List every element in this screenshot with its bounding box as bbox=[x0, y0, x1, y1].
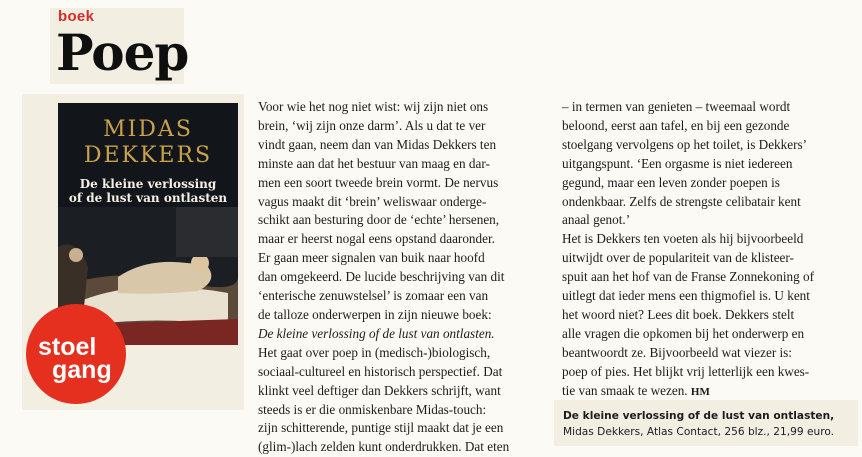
article-line: men een soort tweede brein vormt. De nervus bbox=[258, 174, 499, 190]
article-line: stoelgang vervolgens op het toilet, is Dekkers’ bbox=[562, 136, 808, 152]
article-line: anaal genot.’ bbox=[562, 212, 631, 228]
cover-author-first: MIDAS bbox=[103, 117, 193, 142]
page-title: Poep bbox=[56, 23, 189, 82]
article-line: poep of pies. Het blijkt vrij letterlijk een kwes- bbox=[562, 363, 810, 379]
article-line: dan omgekeerd. De lucide beschrijving van dit bbox=[258, 269, 505, 285]
article-line: ‘enterische zenuwstelsel’ is zomaar een van bbox=[258, 288, 489, 304]
book-info-panel bbox=[554, 400, 858, 446]
article-line: de talloze onderwerpen in zijn nieuwe boek: bbox=[258, 306, 492, 322]
book-info-details: Midas Dekkers, Atlas Contact, 256 blz., 21,99 euro. bbox=[563, 426, 834, 438]
article-line: Voor wie het nog niet wist: wij zijn niet ons bbox=[258, 99, 489, 114]
article-last-line bbox=[562, 382, 852, 402]
cover-subtitle-line: of de lust van ontlasten bbox=[68, 191, 228, 205]
article-line: schikt aan besturing door de ‘echte’ hersenen, bbox=[258, 212, 500, 228]
section-label: boek bbox=[58, 8, 95, 25]
article-column-2 bbox=[562, 98, 852, 402]
article-line-text: tie van smaak te wezen. bbox=[562, 382, 688, 398]
article-line: steeds is er die onmiskenbare Midas-touch: bbox=[258, 401, 487, 417]
article-line: vagus maakt dit ‘brein’ weliswaar onderge- bbox=[258, 193, 487, 209]
article-line: ondenkbaar. Zelfs de strengste celibatair kent bbox=[562, 193, 801, 209]
article-line: minste aan dat het bestuur van maag en dar- bbox=[258, 155, 490, 171]
book-info-title: De kleine verlossing of de lust van ontlasten, bbox=[563, 410, 835, 422]
article-column-1 bbox=[258, 98, 540, 457]
article-line: (glim-)lach zelden kunt onderdrukken. Dat eten bbox=[258, 439, 510, 455]
article-line: Het is Dekkers ten voeten als hij bijvoorbeeld bbox=[562, 231, 804, 247]
article-line: beloond, eerst aan tafel, en bij een gezonde bbox=[562, 117, 790, 133]
badge-line: stoel bbox=[38, 333, 97, 361]
cover-author-last: DEKKERS bbox=[83, 143, 213, 168]
cover-subtitle-line: De kleine verlossing bbox=[79, 177, 217, 191]
article-line: Het gaat over poep in (medisch-)biologisch, bbox=[258, 344, 491, 360]
article-line: zijn schitterende, puntige stijl maakt dat je een bbox=[258, 420, 504, 436]
article-line: spuit aan het hof van de Franse Zonnekoning of bbox=[562, 269, 814, 285]
article-line: uitgangspunt. ‘Een orgasme is niet iedereen bbox=[562, 155, 793, 171]
cover-subtitle bbox=[58, 177, 238, 205]
article-line: gegund, maar een leven zonder poepen is bbox=[562, 174, 780, 190]
article-line: maar er heerst nogal eens opstand daaronder. bbox=[258, 231, 495, 247]
article-line: het woord niet? Lees dit boek. Dekkers stelt bbox=[562, 306, 795, 322]
article-line: sociaal-cultureel en historisch perspectief. Dat bbox=[258, 363, 503, 379]
badge-line: gang bbox=[52, 356, 112, 384]
article-line: uitwijdt over de populariteit van de klisteer- bbox=[562, 250, 794, 266]
article-line: klinkt veel deftiger dan Dekkers schrijft, want bbox=[258, 382, 501, 398]
article-line: uitlegt dat ieder mens een thigmofiel is. U kent bbox=[562, 288, 810, 304]
author-initials: HM bbox=[690, 385, 710, 398]
article-line: alle vragen die opkomen bij het onderwerp en bbox=[562, 325, 805, 341]
book-title-inline: De kleine verlossing of de lust van ontlasten. bbox=[258, 325, 495, 341]
article-line: brein, ‘wij zijn onze darm’. Als u dat te ver bbox=[258, 117, 486, 133]
article-line: vindt gaan, neem dan van Midas Dekkers ten bbox=[258, 136, 497, 152]
article-line: Er gaan meer signalen van buik naar hoofd bbox=[258, 250, 485, 266]
article-line: – in termen van genieten – tweemaal wordt bbox=[562, 99, 791, 114]
article-line: beantwoordt ze. Bijvoorbeeld wat viezer is: bbox=[562, 344, 792, 360]
stoelgang-badge bbox=[26, 304, 126, 404]
